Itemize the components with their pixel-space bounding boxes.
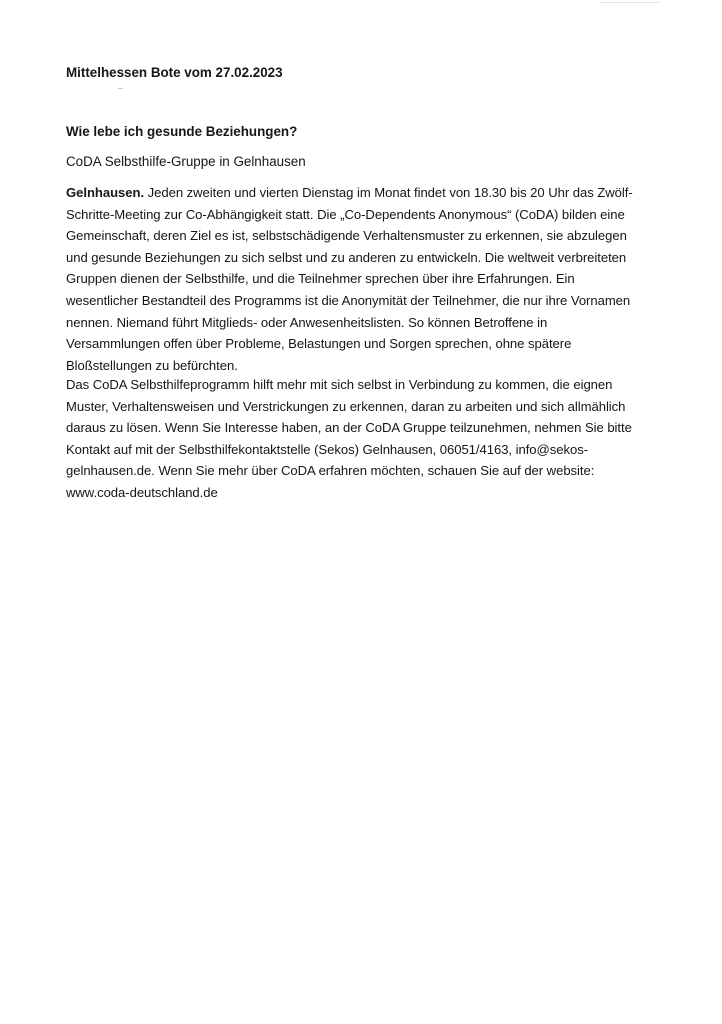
- paragraph-1-line: nennen. Niemand führt Mitglieds- oder Anwesenheitslisten. So können Betroffene in: [66, 314, 548, 330]
- source-line: Mittelhessen Bote vom 27.02.2023: [66, 65, 283, 80]
- article-subheadline: CoDA Selbsthilfe-Gruppe in Gelnhausen: [66, 154, 306, 169]
- paragraph-1-line: Gruppen dienen der Selbsthilfe, und die Teilnehmer sprechen über ihre Erfahrungen. Ein: [66, 271, 575, 287]
- dateline: Gelnhausen.: [66, 185, 145, 200]
- paragraph-2-line: Das CoDA Selbsthilfeprogramm hilft mehr mit sich selbst in Verbindung zu kommen, die eignen: [66, 377, 613, 392]
- paragraph-1-line: [66, 182, 660, 204]
- paragraph-1-line: wesentlicher Bestandteil des Programms ist die Anonymität der Teilnehmer, die nur ihre Vornamen: [66, 292, 631, 308]
- paragraph-2-line: www.coda-deutschland.de: [66, 484, 218, 500]
- scan-speck: [118, 88, 123, 89]
- article-headline: Wie lebe ich gesunde Beziehungen?: [66, 124, 298, 139]
- paragraph-1-line: und gesunde Beziehungen zu sich selbst und zu anderen zu entwickeln. Die weltweit verbreiteten: [66, 249, 627, 265]
- paragraph-1-line: Versammlungen offen über Probleme, Belastungen und Sorgen sprechen, ohne spätere: [66, 336, 572, 352]
- scan-speck: [600, 2, 660, 3]
- paragraph-1-line: Schritte-Meeting zur Co-Abhängigkeit statt. Die „Co-Dependents Anonymous“ (CoDA) bilden eine: [66, 206, 625, 222]
- paragraph-2-line: Kontakt auf mit der Selbsthilfekontaktstelle (Sekos) Gelnhausen, 06051/4163, info@sekos-: [66, 441, 589, 457]
- paragraph-2-line: daraus zu lösen. Wenn Sie Interesse haben, an der CoDA Gruppe teilzunehmen, nehmen Sie bitte: [66, 420, 632, 436]
- article-paragraph-1: [66, 182, 660, 376]
- article: [66, 62, 660, 500]
- paragraph-1-line: Gemeinschaft, deren Ziel es ist, selbstschädigende Verhaltensmuster zu erkennen, sie abzulegen: [66, 228, 627, 244]
- paragraph-2-line: Muster, Verhaltensweisen und Verstrickungen zu erkennen, daran zu arbeiten und sich allmählich: [66, 398, 626, 414]
- paragraph-1-line: Bloßstellungen zu befürchten.: [66, 357, 238, 373]
- article-paragraph-2: [66, 374, 660, 504]
- paragraph-2-line: gelnhausen.de. Wenn Sie mehr über CoDA erfahren möchten, schauen Sie auf der website:: [66, 463, 595, 479]
- paragraph-1-line-text: Jeden zweiten und vierten Dienstag im Monat findet von 18.30 bis 20 Uhr das Zwölf-: [144, 185, 633, 200]
